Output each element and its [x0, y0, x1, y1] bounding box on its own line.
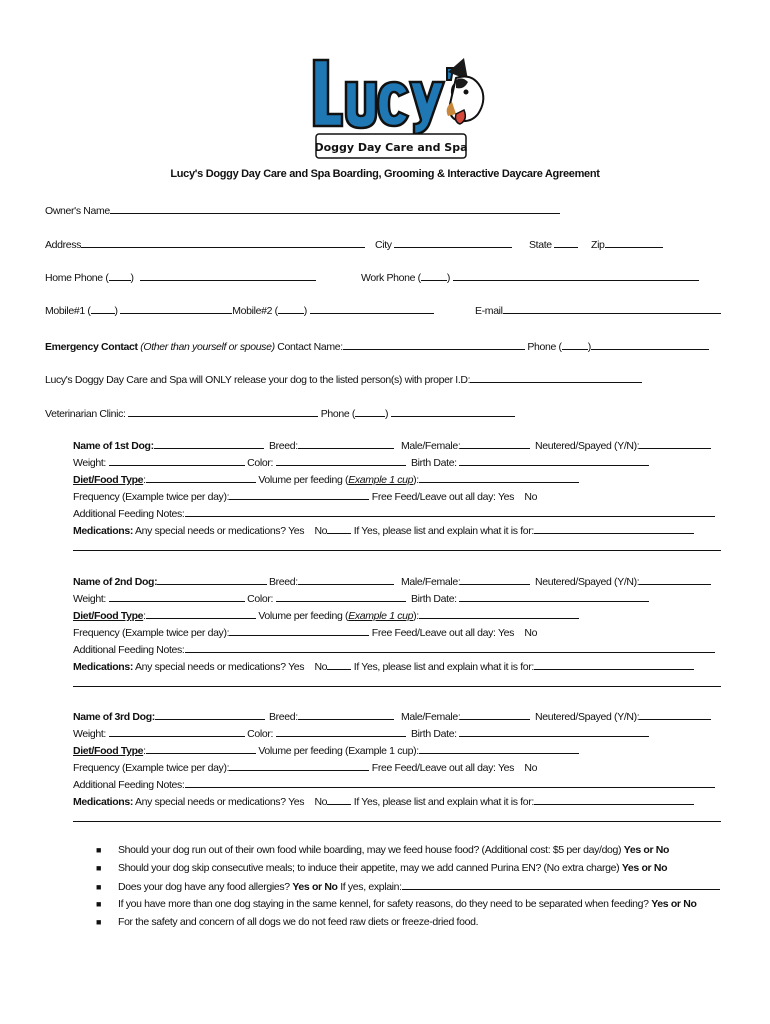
bullet-icon: ■ — [96, 899, 102, 909]
mobile1-area-code-field[interactable] — [91, 302, 115, 314]
vet-phone-field[interactable] — [391, 405, 515, 417]
free-feed-yes[interactable]: Free Feed/Leave out all day: Yes — [371, 491, 515, 503]
dog-name-field[interactable] — [154, 437, 264, 449]
diet-field[interactable] — [146, 607, 256, 619]
svg-text:Doggy Day Care and Spa: Doggy Day Care and Spa — [314, 141, 468, 154]
mobile-row: Mobile#1 ( ) Mobile#2 ( ) E-mail — [45, 302, 725, 318]
lucys-logo — [306, 52, 488, 164]
yes-no-choice[interactable]: Yes or No — [651, 898, 697, 910]
breed-field[interactable] — [298, 437, 394, 449]
frequency-field[interactable] — [229, 624, 369, 636]
mobile1-field[interactable] — [120, 302, 232, 314]
weight-field[interactable] — [109, 590, 245, 602]
yes-no-choice[interactable]: Yes or No — [621, 862, 668, 874]
dog-meds-row: Medications: Any special needs or medications? Yes No If Yes, please list and explain what it is for: — [73, 793, 694, 807]
birth-date-field[interactable] — [459, 725, 649, 737]
breed-field[interactable] — [298, 708, 394, 720]
dog-frequency-row: Frequency (Example twice per day): Free Feed/Leave out all day: Yes No — [73, 759, 537, 773]
emergency-phone-field[interactable] — [591, 338, 709, 350]
dog-diet-row: Diet/Food Type: Volume per feeding (Example 1 cup): — [73, 607, 579, 621]
weight-field[interactable] — [109, 454, 245, 466]
neutered-field[interactable] — [639, 573, 711, 585]
vet-area-code-field[interactable] — [355, 405, 385, 417]
yes-no-choice[interactable]: Yes or No — [292, 881, 338, 893]
sex-field[interactable] — [460, 437, 530, 449]
color-field[interactable] — [276, 454, 406, 466]
logo-tagline — [314, 134, 467, 158]
dog-notes-row: Additional Feeding Notes: — [73, 505, 715, 519]
mobile2-field[interactable] — [310, 302, 434, 314]
sex-field[interactable] — [460, 573, 530, 585]
release-persons-field[interactable] — [470, 371, 642, 383]
zip-field[interactable] — [605, 236, 663, 248]
dog-weight-row: Weight: Color: Birth Date: — [73, 454, 406, 468]
free-feed-no[interactable]: No — [524, 762, 538, 774]
city-field[interactable] — [394, 236, 512, 248]
emergency-contact-row: Emergency Contact (Other than yourself or spouse) Contact Name: Phone ( ) — [45, 338, 725, 354]
free-feed-no[interactable]: No — [524, 491, 538, 503]
home-area-code-field[interactable] — [109, 269, 131, 281]
work-area-code-field[interactable] — [421, 269, 447, 281]
dog-notes-row: Additional Feeding Notes: — [73, 776, 715, 790]
owners-name-row: Owner's Name — [45, 202, 725, 218]
address-row: Address City State Zip — [45, 236, 725, 252]
diet-field[interactable] — [146, 742, 256, 754]
emergency-area-code-field[interactable] — [562, 338, 588, 350]
meds-explain-field[interactable] — [534, 793, 694, 805]
frequency-field[interactable] — [229, 759, 369, 771]
mobile2-area-code-field[interactable] — [278, 302, 304, 314]
dog-weight-row: Weight: Color: Birth Date: — [73, 725, 406, 739]
weight-field[interactable] — [109, 725, 245, 737]
meds-continuation-field[interactable] — [73, 539, 721, 551]
state-field[interactable] — [554, 236, 578, 248]
meds-continuation-field[interactable] — [73, 675, 721, 687]
meds-yes[interactable]: Any special needs or medications? Yes — [134, 525, 305, 537]
meds-no-field[interactable] — [327, 793, 351, 805]
release-row: Lucy's Doggy Day Care and Spa will ONLY release your dog to the listed person(s) with proper I.D: — [45, 371, 725, 387]
dog-weight-row: Weight: Color: Birth Date: — [73, 590, 406, 604]
meds-continuation-field[interactable] — [73, 810, 721, 822]
birth-date-field[interactable] — [459, 454, 649, 466]
meds-no[interactable]: No — [314, 796, 328, 808]
meds-explain-field[interactable] — [534, 522, 694, 534]
volume-field[interactable] — [419, 471, 579, 483]
dog-diet-row: Diet/Food Type: Volume per feeding (Example 1 cup): — [73, 471, 579, 485]
meds-no-field[interactable] — [327, 658, 351, 670]
list-item: ■ Should your dog run out of their own food while boarding, may we feed house food? (Additional cost: $5 per day/dog) Yes or No — [96, 844, 670, 856]
dog-meds-continuation — [73, 539, 721, 553]
free-feed-no[interactable]: No — [524, 627, 538, 639]
dog-frequency-row: Frequency (Example twice per day): Free Feed/Leave out all day: Yes No — [73, 624, 537, 638]
bullet-icon: ■ — [96, 917, 102, 927]
volume-field[interactable] — [419, 742, 579, 754]
page-title: Lucy's Doggy Day Care and Spa Boarding, Grooming & Interactive Daycare Agreement — [170, 168, 600, 180]
emergency-name-field[interactable] — [343, 338, 525, 350]
dog-name-row: Name of 3rd Dog: Breed: Male/Female: Neutered/Spayed (Y/N): — [73, 708, 265, 722]
meds-no[interactable]: No — [314, 525, 328, 537]
meds-explain-field[interactable] — [534, 658, 694, 670]
meds-yes[interactable]: Any special needs or medications? Yes — [134, 796, 305, 808]
dog-diet-row: Diet/Food Type: Volume per feeding (Example 1 cup): — [73, 742, 579, 756]
meds-no-field[interactable] — [327, 522, 351, 534]
vet-clinic-field[interactable] — [128, 405, 318, 417]
bullet-icon: ■ — [96, 863, 102, 873]
free-feed-yes[interactable]: Free Feed/Leave out all day: Yes — [371, 762, 515, 774]
dog-meds-continuation — [73, 810, 721, 824]
dog-meds-continuation — [73, 675, 721, 689]
frequency-field[interactable] — [229, 488, 369, 500]
volume-field[interactable] — [419, 607, 579, 619]
dog-frequency-row: Frequency (Example twice per day): Free Feed/Leave out all day: Yes No — [73, 488, 537, 502]
dog-name-row: Name of 2nd Dog: Breed: Male/Female: Neutered/Spayed (Y/N): — [73, 573, 267, 587]
birth-date-field[interactable] — [459, 590, 649, 602]
bullet-icon: ■ — [96, 882, 102, 892]
yes-no-choice[interactable]: Yes or No — [623, 844, 670, 856]
neutered-field[interactable] — [639, 437, 711, 449]
dog-meds-row: Medications: Any special needs or medications? Yes No If Yes, please list and explain what it is for: — [73, 522, 694, 536]
address-field[interactable] — [81, 236, 365, 248]
list-item: ■ If you have more than one dog staying in the same kennel, for safety reasons, do they need to be separated when feeding? Yes or No — [96, 898, 697, 910]
breed-field[interactable] — [298, 573, 394, 585]
dog-meds-row: Medications: Any special needs or medications? Yes No If Yes, please list and explain what it is for: — [73, 658, 694, 672]
dog-name-field[interactable] — [155, 708, 265, 720]
owners-name-field[interactable] — [110, 202, 560, 214]
list-item: ■ Should your dog skip consecutive meals; to induce their appetite, may we add canned Purina EN? (No extra charge) Yes or No — [96, 862, 668, 874]
free-feed-yes[interactable]: Free Feed/Leave out all day: Yes — [371, 627, 515, 639]
list-item: ■ Does your dog have any food allergies? Yes or No If yes, explain: — [96, 878, 720, 894]
home-phone-field[interactable] — [140, 269, 316, 281]
feeding-notes-field[interactable] — [185, 641, 715, 653]
meds-no[interactable]: No — [314, 661, 328, 673]
list-item: ■ For the safety and concern of all dogs we do not feed raw diets or freeze-dried food. — [96, 916, 479, 928]
neutered-field[interactable] — [639, 708, 711, 720]
bullet-icon: ■ — [96, 845, 102, 855]
phone-row: Home Phone ( ) Work Phone ( ) — [45, 269, 725, 285]
feeding-notes-field[interactable] — [185, 505, 715, 517]
dog-name-row: Name of 1st Dog: Breed: Male/Female: Neutered/Spayed (Y/N): — [73, 437, 264, 451]
work-phone-field[interactable] — [453, 269, 699, 281]
dog-notes-row: Additional Feeding Notes: — [73, 641, 715, 655]
color-field[interactable] — [276, 725, 406, 737]
feeding-notes-field[interactable] — [185, 776, 715, 788]
allergies-field[interactable] — [402, 878, 720, 890]
vet-row: Veterinarian Clinic: Phone ( ) — [45, 405, 725, 421]
sex-field[interactable] — [460, 708, 530, 720]
meds-yes[interactable]: Any special needs or medications? Yes — [134, 661, 305, 673]
dog-name-field[interactable] — [157, 573, 267, 585]
email-field[interactable] — [503, 302, 721, 314]
color-field[interactable] — [276, 590, 406, 602]
diet-field[interactable] — [146, 471, 256, 483]
